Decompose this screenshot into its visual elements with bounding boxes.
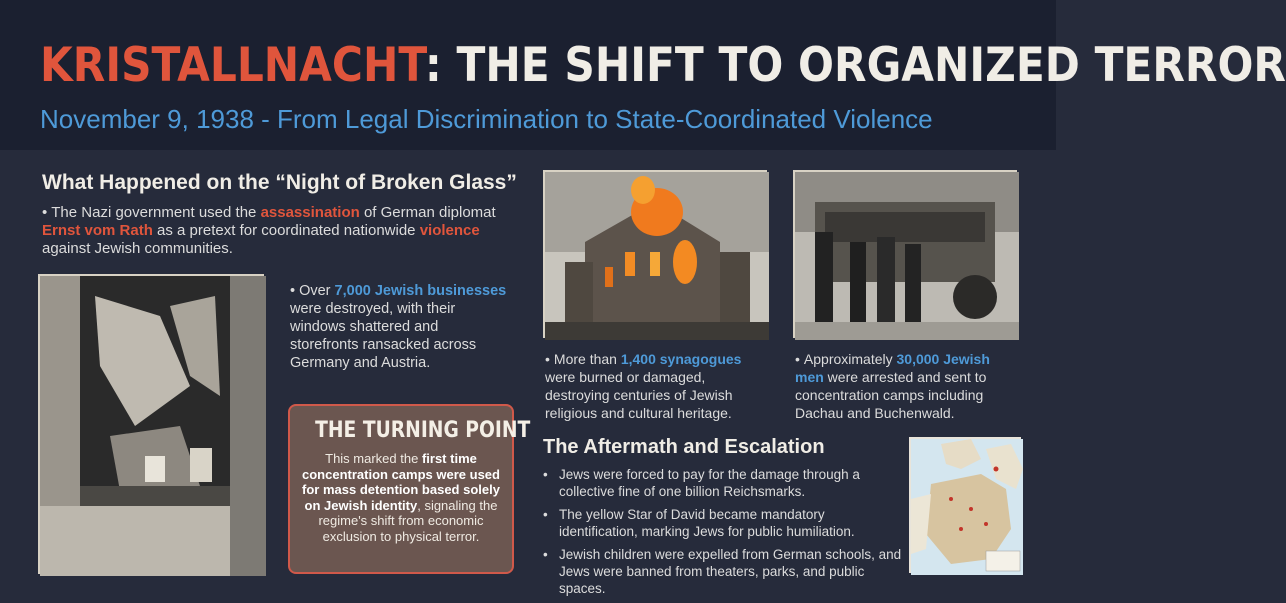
page-title xyxy=(40,38,1286,93)
list-item: • The yellow Star of David became mandatory identification, marking Jews for public humiliation. xyxy=(543,506,903,540)
synagogue-image xyxy=(545,172,769,340)
germany-map xyxy=(909,437,1021,573)
turning-point-title: THE TURNING POINT xyxy=(315,418,531,443)
businesses-bullet: • Over 7,000 Jewish businesses were destroyed, with their windows shattered and storefronts ransacked across Germany and Austria. xyxy=(290,283,507,371)
header-band xyxy=(0,0,1286,150)
broken-window-image xyxy=(40,276,266,576)
broken-window-photo xyxy=(38,274,264,574)
arrests-photo xyxy=(793,170,1017,338)
turning-point-body: This marked the first time concentration camps were used for mass detention based solely on Jewish identity, signaling the regime's shift from economic exclusion to physical terror. xyxy=(302,451,500,544)
what-happened-bullet: • The Nazi government used the assassination of German diplomat Ernst vom Rath as a pretext for coordinated nationwide violence against Jewish communities. xyxy=(42,204,496,257)
list-item: • Jews were forced to pay for the damage through a collective fine of one billion Reichsmarks. xyxy=(543,466,903,500)
list-item: • Jewish children were expelled from German schools, and Jews were banned from theaters, parks, and public spaces. xyxy=(543,546,903,597)
aftermath-list xyxy=(543,466,903,603)
synagogues-bullet: • More than 1,400 synagogues were burned or damaged, destroying centuries of Jewish religious and cultural heritage. xyxy=(545,351,742,421)
page-subtitle: November 9, 1938 - From Legal Discrimination to State-Coordinated Violence xyxy=(40,104,933,134)
title-accent: KRISTALLNACHT xyxy=(40,38,425,93)
turning-point-box xyxy=(288,404,531,574)
what-happened-heading: What Happened on the “Night of Broken Glass” xyxy=(42,171,517,194)
arrests-bullet: • Approximately 30,000 Jewish men were arrested and sent to concentration camps including Dachau and Buchenwald. xyxy=(795,351,990,421)
map-image xyxy=(911,439,1023,575)
title-rest: : THE SHIFT TO ORGANIZED TERROR xyxy=(424,38,1286,93)
arrests-image xyxy=(795,172,1019,340)
burning-synagogue-photo xyxy=(543,170,767,338)
aftermath-heading: The Aftermath and Escalation xyxy=(543,436,825,458)
